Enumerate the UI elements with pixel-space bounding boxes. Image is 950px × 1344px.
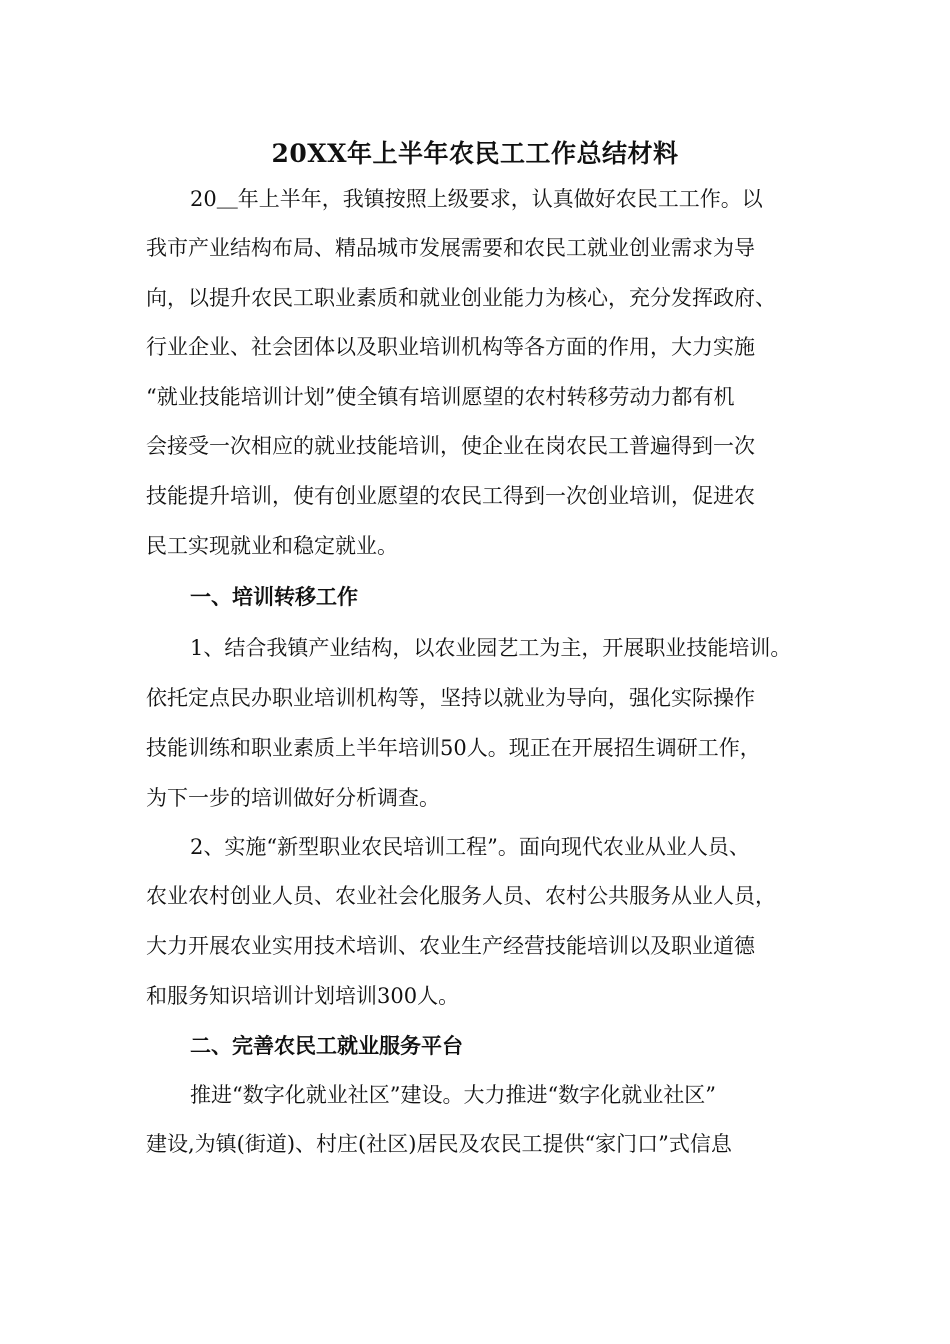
- section-heading-service-platform: 二、完善农民工就业服务平台: [190, 1033, 463, 1058]
- section-heading-training: 一、培训转移工作: [190, 584, 358, 609]
- paragraph-line: 农业农村创业人员、农业社会化服务人员、农村公共服务从业人员，: [146, 884, 776, 908]
- paragraph-line: 1、结合我镇产业结构，以农业园艺工为主，开展职业技能培训。: [190, 636, 792, 660]
- paragraph-line: 向，以提升农民工职业素质和就业创业能力为核心，充分发挥政府、: [146, 286, 776, 310]
- paragraph-line: “就业技能培训计划”使全镇有培训愿望的农村转移劳动力都有机: [146, 385, 735, 409]
- paragraph-line: 大力开展农业实用技术培训、农业生产经营技能培训以及职业道德: [146, 934, 755, 958]
- paragraph-line: 会接受一次相应的就业技能培训，使企业在岗农民工普遍得到一次: [146, 434, 755, 458]
- paragraph-line: 技能提升培训，使有创业愿望的农民工得到一次创业培训，促进农: [146, 484, 755, 508]
- paragraph-line: 民工实现就业和稳定就业。: [146, 534, 398, 558]
- paragraph-line: 行业企业、社会团体以及职业培训机构等各方面的作用，大力实施: [146, 335, 755, 359]
- paragraph-line: 2、实施“新型职业农民培训工程”。面向现代农业从业人员、: [190, 835, 750, 859]
- paragraph-line: 推进“数字化就业社区”建设。大力推进“数字化就业社区”: [190, 1083, 716, 1107]
- paragraph-line: 20＿年上半年，我镇按照上级要求，认真做好农民工工作。以: [190, 187, 763, 211]
- document-title: 20XX年上半年农民工工作总结材料: [271, 139, 679, 168]
- paragraph-line: 依托定点民办职业培训机构等，坚持以就业为导向，强化实际操作: [146, 686, 755, 710]
- paragraph-line: 为下一步的培训做好分析调查。: [146, 786, 440, 810]
- paragraph-line: 建设,为镇(街道)、村庄(社区)居民及农民工提供“家门口”式信息: [146, 1132, 732, 1156]
- paragraph-line: 我市产业结构布局、精品城市发展需要和农民工就业创业需求为导: [146, 236, 755, 260]
- paragraph-line: 和服务知识培训计划培训300人。: [146, 984, 460, 1008]
- paragraph-line: 技能训练和职业素质上半年培训50人。现正在开展招生调研工作，: [146, 736, 761, 760]
